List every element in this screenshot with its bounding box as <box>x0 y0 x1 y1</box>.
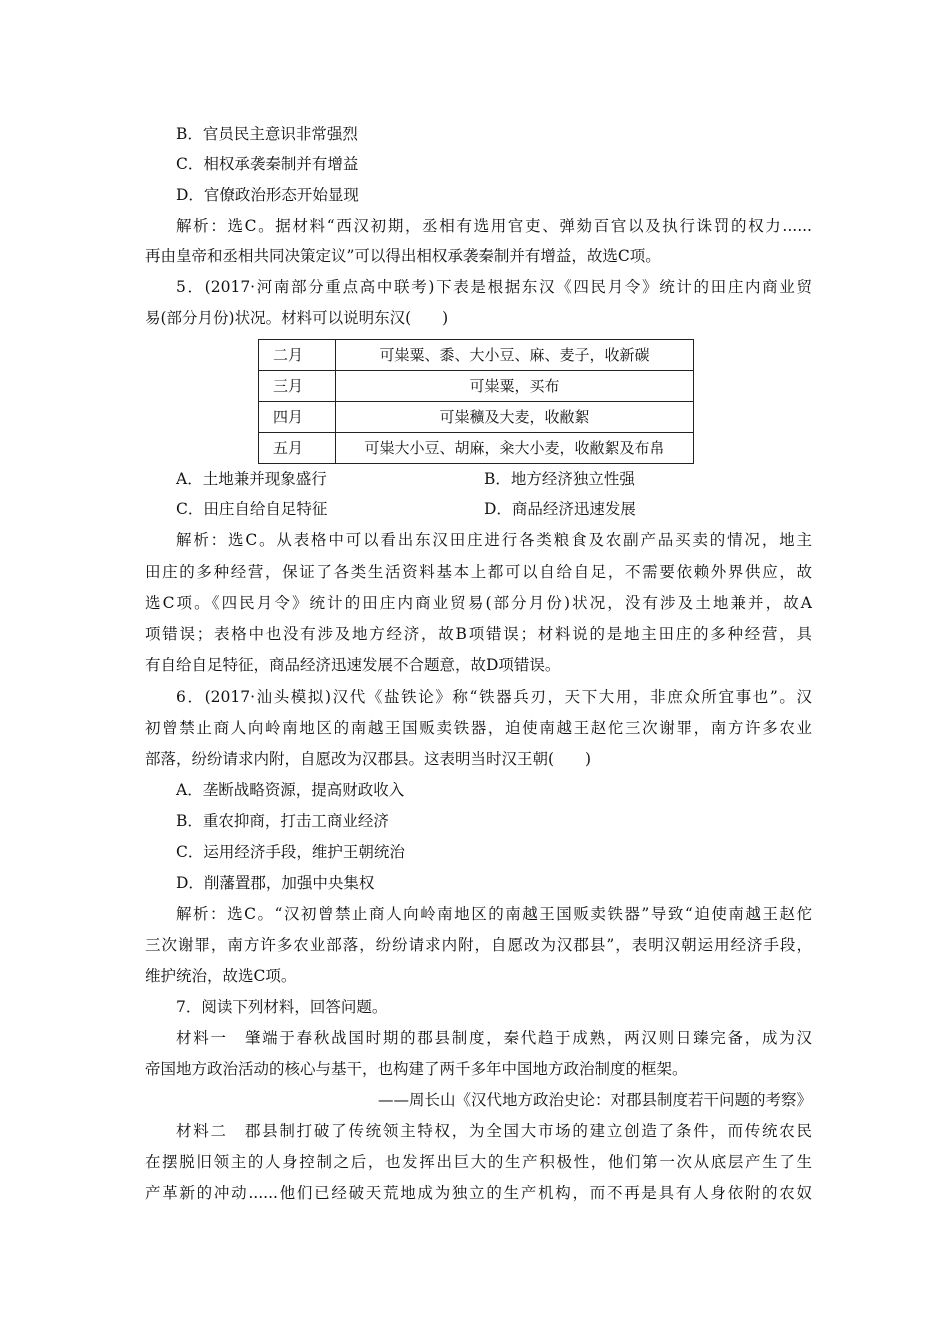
q6-stem-line: 部落，纷纷请求内附，自愿改为汉郡县。这表明当时汉王朝( ) <box>145 750 592 768</box>
table-row <box>259 433 694 464</box>
table-cell-month: 二月 <box>259 340 336 371</box>
q6-option-d: D．削藩置郡，加强中央集权 <box>176 874 375 892</box>
table-cell-content: 可粜粟，买布 <box>336 371 694 402</box>
q4-option-b: B．官员民主意识非常强烈 <box>176 125 358 143</box>
q6-analysis-line: 维护统治，故选C项。 <box>145 967 297 985</box>
q6-analysis-line: 解析：选C。“汉初曾禁止商人向岭南地区的南越王国贩卖铁器”导致“迫使南越王赵佗 <box>176 905 812 923</box>
q5-analysis-line: 选C项。《四民月令》统计的田庄内商业贸易(部分月份)状况，没有涉及土地兼并，故A <box>145 594 812 612</box>
q5-option-b: B．地方经济独立性强 <box>484 470 635 488</box>
table-row <box>259 402 694 433</box>
q5-stem-line: 5．(2017·河南部分重点高中联考)下表是根据东汉《四民月令》统计的田庄内商业贸 <box>176 278 812 296</box>
q7-stem: 7．阅读下列材料，回答问题。 <box>176 998 388 1016</box>
q5-stem-line: 易(部分月份)状况。材料可以说明东汉( ) <box>145 309 449 327</box>
q5-option-a: A．土地兼并现象盛行 <box>176 470 327 488</box>
q7-material2-line: 在摆脱旧领主的人身控制之后，也发挥出巨大的生产积极性，他们第一次从底层产生了生 <box>145 1153 812 1171</box>
q4-analysis-line: 再由皇帝和丞相共同决策定议”可以得出相权承袭秦制并有增益，故选C项。 <box>145 247 661 265</box>
q4-option-d: D．官僚政治形态开始显现 <box>176 186 359 204</box>
q6-stem-line: 6．(2017·汕头模拟)汉代《盐铁论》称“铁器兵刃，天下大用，非庶众所宜事也”。汉 <box>176 688 812 706</box>
q5-analysis-line: 田庄的多种经营，保证了各类生活资料基本上都可以自给自足，不需要依赖外界供应，故 <box>145 563 812 581</box>
table-cell-content: 可粜大小豆、胡麻，籴大小麦，收敝絮及布帛 <box>336 433 694 464</box>
table-row <box>259 371 694 402</box>
q5-analysis-line: 有自给自足特征，商品经济迅速发展不合题意，故D项错误。 <box>145 656 561 674</box>
q7-material1-line: 材料一 肇端于春秋战国时期的郡县制度，秦代趋于成熟，两汉则日臻完备，成为汉 <box>176 1029 812 1047</box>
q6-stem-line: 初曾禁止商人向岭南地区的南越王国贩卖铁器，迫使南越王赵佗三次谢罪，南方许多农业 <box>145 719 812 737</box>
table-row <box>259 340 694 371</box>
q7-material2-line: 产革新的冲动......他们已经破天荒地成为独立的生产机构，而不再是具有人身依附的农奴 <box>145 1184 812 1202</box>
table-cell-content: 可粜穬及大麦，收敝絮 <box>336 402 694 433</box>
table-cell-month: 五月 <box>259 433 336 464</box>
q7-material1-line: 帝国地方政治活动的核心与基干，也构建了两千多年中国地方政治制度的框架。 <box>145 1060 688 1078</box>
trade-table <box>258 339 694 464</box>
q6-option-a: A．垄断战略资源，提高财政收入 <box>176 781 405 799</box>
q6-option-c: C．运用经济手段，维护王朝统治 <box>176 843 405 861</box>
q5-analysis-line: 项错误；表格中也没有涉及地方经济，故B项错误；材料说的是地主田庄的多种经营，具 <box>145 625 812 643</box>
q5-option-c: C．田庄自给自足特征 <box>176 500 328 518</box>
table-cell-content: 可粜粟、黍、大小豆、麻、麦子，收新碳 <box>336 340 694 371</box>
q4-option-c: C．相权承袭秦制并有增益 <box>176 155 359 173</box>
table-cell-month: 四月 <box>259 402 336 433</box>
table-cell-month: 三月 <box>259 371 336 402</box>
q4-analysis-line: 解析：选C。据材料“西汉初期，丞相有选用官吏、弹劾百官以及执行诛罚的权力...... <box>176 217 812 235</box>
q7-material2-line: 材料二 郡县制打破了传统领主特权，为全国大市场的建立创造了条件，而传统农民 <box>176 1122 812 1140</box>
q6-option-b: B．重农抑商，打击工商业经济 <box>176 812 389 830</box>
q6-analysis-line: 三次谢罪，南方许多农业部落，纷纷请求内附，自愿改为汉郡县”，表明汉朝运用经济手段， <box>145 936 812 954</box>
q5-option-d: D．商品经济迅速发展 <box>484 500 636 518</box>
q5-analysis-line: 解析：选C。从表格中可以看出东汉田庄进行各类粮食及农副产品买卖的情况，地主 <box>176 531 812 549</box>
q7-material1-source: ——周长山《汉代地方政治史论：对郡县制度若干问题的考察》 <box>377 1091 812 1109</box>
